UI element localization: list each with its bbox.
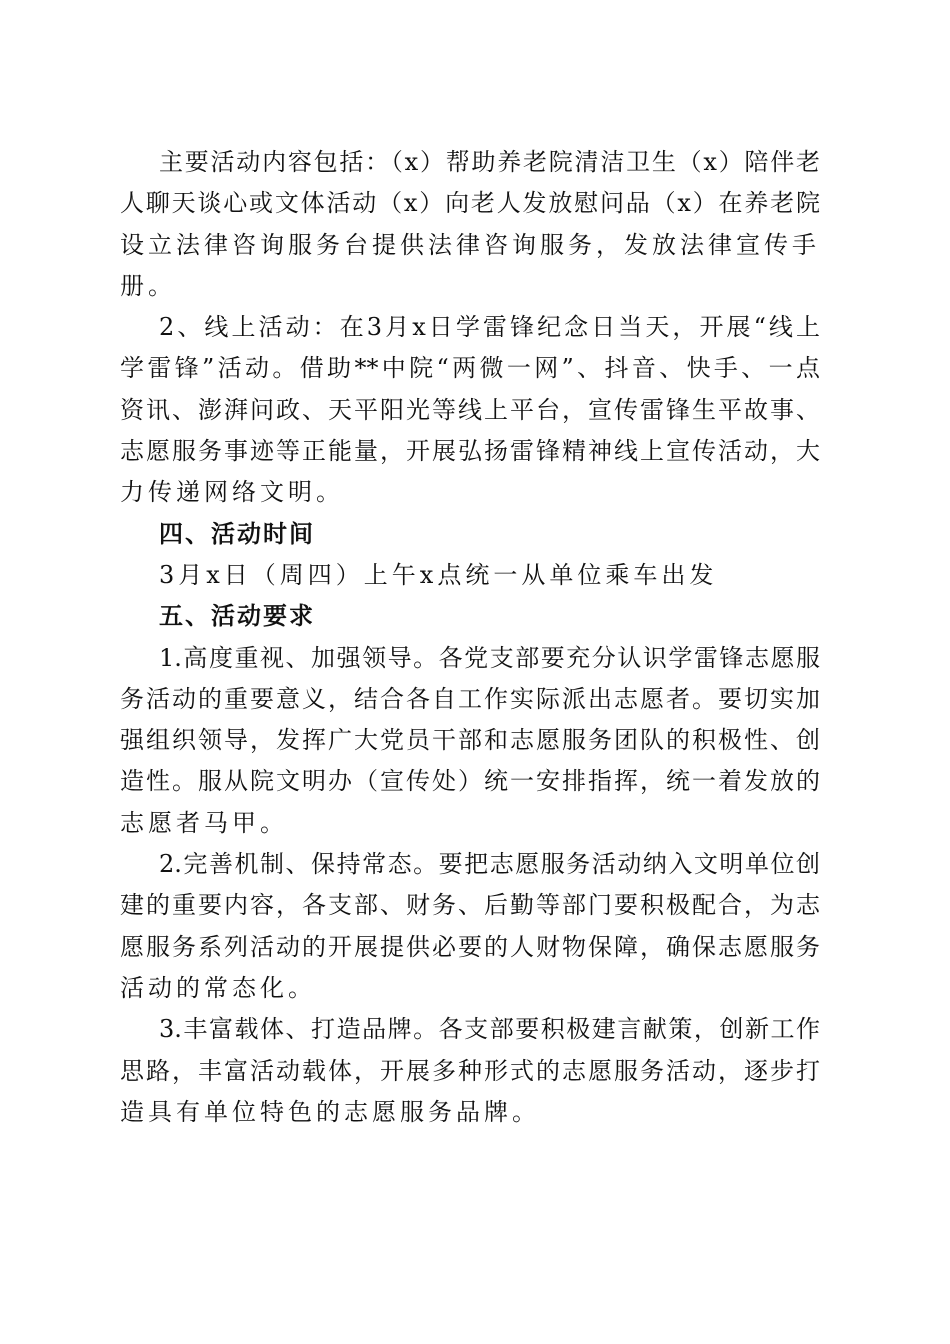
paragraph: [120, 638, 820, 844]
text-line: 人聊天谈心或文体活动（x）向老人发放慰问品（x）在养老院: [120, 189, 820, 218]
text-line: 务活动的重要意义，结合各自工作实际派出志愿者。要切实加: [120, 684, 820, 713]
paragraph: [120, 142, 820, 307]
text-line: 造具有单位特色的志愿服务品牌。: [120, 1097, 540, 1126]
text-line: 2、线上活动：在3月x日学雷锋纪念日当天，开展“线上: [159, 313, 820, 342]
section-heading: [120, 514, 820, 555]
paragraph: [120, 555, 820, 596]
text-line: 愿服务系列活动的开展提供必要的人财物保障，确保志愿服务: [120, 932, 820, 961]
text-line: 建的重要内容，各支部、财务、后勤等部门要积极配合，为志: [120, 891, 820, 920]
text-line: 志愿者马甲。: [120, 808, 288, 837]
text-line: 造性。服从院文明办（宣传处）统一安排指挥，统一着发放的: [120, 767, 820, 796]
text-line: 四、活动时间: [159, 519, 315, 548]
document-body: [120, 142, 820, 1133]
text-line: 主要活动内容包括：（x）帮助养老院清洁卫生（x）陪伴老: [159, 148, 820, 176]
paragraph: [120, 844, 820, 1009]
text-line: 志愿服务事迹等正能量，开展弘扬雷锋精神线上宣传活动，大: [120, 437, 820, 466]
section-heading: [120, 596, 820, 637]
text-line: 2.完善机制、保持常态。要把志愿服务活动纳入文明单位创: [159, 850, 820, 879]
text-line: 活动的常态化。: [120, 973, 316, 1002]
text-line: 学雷锋”活动。借助**中院“两微一网”、抖音、快手、一点: [120, 354, 820, 383]
paragraph: [120, 1009, 820, 1133]
text-line: 五、活动要求: [159, 602, 315, 631]
text-line: 3.丰富载体、打造品牌。各支部要积极建言献策，创新工作: [159, 1015, 820, 1044]
text-line: 力传递网络文明。: [120, 478, 344, 507]
text-line: 资讯、澎湃问政、天平阳光等线上平台，宣传雷锋生平故事、: [120, 395, 820, 424]
text-line: 3月x日（周四）上午x点统一从单位乘车出发: [159, 560, 718, 589]
paragraph: [120, 307, 820, 513]
text-line: 思路，丰富活动载体，开展多种形式的志愿服务活动，逐步打: [120, 1056, 820, 1085]
text-line: 强组织领导，发挥广大党员干部和志愿服务团队的积极性、创: [120, 726, 820, 755]
text-line: 设立法律咨询服务台提供法律咨询服务，发放法律宣传手册。: [120, 230, 820, 300]
text-line: 1.高度重视、加强领导。各党支部要充分认识学雷锋志愿服: [159, 643, 820, 672]
